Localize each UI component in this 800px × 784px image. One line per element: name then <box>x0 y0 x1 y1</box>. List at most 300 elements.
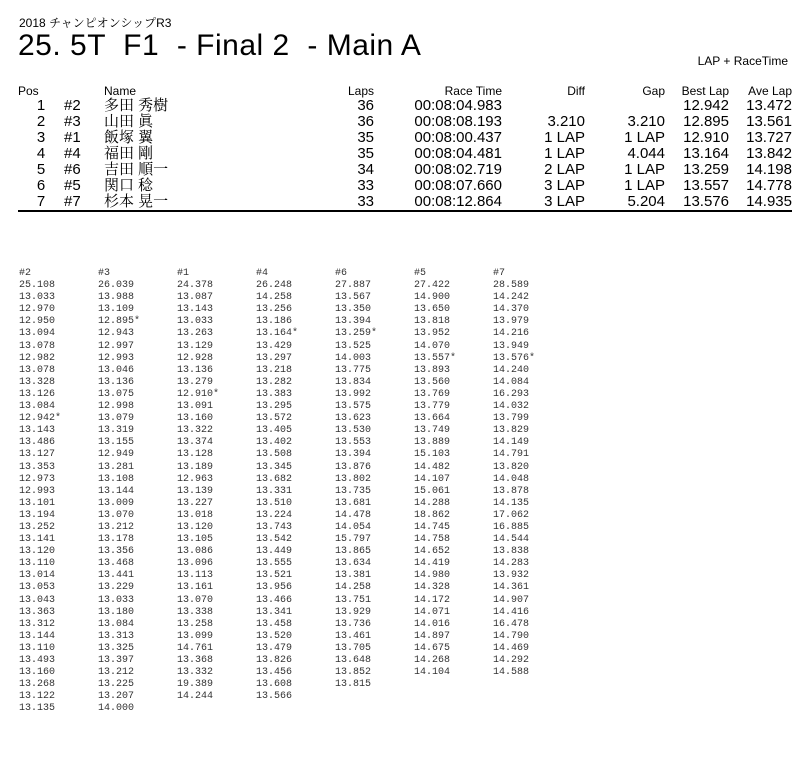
lap-time: 13.014 <box>19 570 56 582</box>
lap-time: 13.258 <box>177 618 214 630</box>
lap-time: 13.282 <box>256 376 293 388</box>
lap-time: 14.054 <box>335 521 372 533</box>
lap-time: 13.374 <box>177 437 214 449</box>
result-diff: 3 LAP <box>544 193 585 210</box>
lap-time: 13.144 <box>19 630 56 642</box>
col-header-name: Name <box>104 84 137 98</box>
result-best-lap: 13.259 <box>683 161 729 178</box>
lap-time: 12.997 <box>98 340 135 352</box>
lap-time: 12.973 <box>19 473 56 485</box>
lap-time: 13.033 <box>177 316 214 328</box>
lap-time: 14.478 <box>335 509 372 521</box>
lap-time: 13.078 <box>19 364 56 376</box>
lap-time: 13.818 <box>414 316 451 328</box>
result-gap: 5.204 <box>627 193 665 210</box>
lap-time: 13.110 <box>19 558 56 570</box>
lap-time: 14.288 <box>414 497 451 509</box>
lap-time: 13.525 <box>335 340 372 352</box>
lap-time: 12.950 <box>19 316 56 328</box>
result-driver-name: 杉本 晃一 <box>104 193 169 210</box>
lap-time: 13.070 <box>98 509 135 521</box>
lap-time: 13.224 <box>256 509 293 521</box>
lap-time: 13.279 <box>177 376 214 388</box>
result-race-time: 00:08:04.481 <box>414 145 502 162</box>
lap-time: 14.000 <box>98 703 135 715</box>
lap-time: 16.293 <box>493 388 530 400</box>
result-row <box>18 146 792 162</box>
lap-time: 14.149 <box>493 437 530 449</box>
lap-time: 13.405 <box>256 425 293 437</box>
result-car-number: #2 <box>64 97 81 114</box>
lap-time: 19.389 <box>177 679 214 691</box>
lap-time: 13.143 <box>19 425 56 437</box>
lap-time: 13.295 <box>256 401 293 413</box>
result-pos: 2 <box>36 113 46 130</box>
lap-time: 14.980 <box>414 570 451 582</box>
lap-time: 16.478 <box>493 618 530 630</box>
lap-time: 14.104 <box>414 667 451 679</box>
lap-time: 13.033 <box>98 594 135 606</box>
lap-time: 13.099 <box>177 630 214 642</box>
lap-time: 13.988 <box>98 292 135 304</box>
lap-time: 14.258 <box>335 582 372 594</box>
result-ave-lap: 13.842 <box>746 145 792 162</box>
lap-time: 13.136 <box>177 364 214 376</box>
lap-time: 14.675 <box>414 642 451 654</box>
result-car-number: #3 <box>64 113 81 130</box>
lap-time: 13.227 <box>177 497 214 509</box>
result-ave-lap: 13.472 <box>746 97 792 114</box>
lap-time: 13.094 <box>19 328 56 340</box>
lap-time: 12.910* <box>177 388 220 400</box>
lap-time: 13.530 <box>335 425 372 437</box>
lap-time: 14.268 <box>414 655 451 666</box>
results-header-row <box>18 82 792 98</box>
lap-time: 13.402 <box>256 437 293 449</box>
lap-time: 13.212 <box>98 667 135 679</box>
lap-time: 13.576* <box>493 352 536 364</box>
lap-time: 25.108 <box>19 280 56 292</box>
lap-time: 14.761 <box>177 642 214 654</box>
lap-time: 13.441 <box>98 570 135 582</box>
lap-time: 14.416 <box>493 606 530 618</box>
lap-time: 14.172 <box>414 594 451 606</box>
lap-time: 13.160 <box>19 667 56 679</box>
result-best-lap: 12.895 <box>683 113 729 130</box>
lap-time: 13.634 <box>335 558 372 570</box>
result-gap: 3.210 <box>627 113 665 130</box>
lap-time: 12.982 <box>19 352 56 364</box>
lap-time: 13.126 <box>19 388 56 400</box>
lap-time: 13.043 <box>19 594 56 606</box>
result-race-time: 00:08:00.437 <box>414 129 502 146</box>
lap-time: 26.039 <box>98 280 135 292</box>
lap-time: 13.705 <box>335 642 372 654</box>
lap-time: 14.900 <box>414 292 451 304</box>
page-title: 25. 5T F1 - Final 2 - Main A <box>18 29 422 62</box>
lap-time: 13.356 <box>98 546 135 558</box>
lap-column <box>493 268 535 679</box>
lap-time: 13.829 <box>493 425 530 437</box>
result-laps: 33 <box>357 193 374 210</box>
lap-column <box>256 268 298 703</box>
result-gap <box>585 98 665 114</box>
lap-time: 13.252 <box>19 521 56 533</box>
result-best-lap: 12.910 <box>683 129 729 146</box>
result-laps: 36 <box>357 113 374 130</box>
lap-time: 13.325 <box>98 642 135 654</box>
lap-time: 13.681 <box>335 497 372 509</box>
lap-column-car-number: #3 <box>98 268 111 279</box>
lap-time: 13.566 <box>256 691 293 703</box>
lap-time: 13.429 <box>256 340 293 352</box>
lap-time: 13.815 <box>335 679 372 691</box>
lap-time: 13.070 <box>177 594 214 606</box>
col-header-ave-lap: Ave Lap <box>748 84 792 98</box>
lap-time: 13.322 <box>177 425 214 437</box>
lap-time: 13.218 <box>256 364 293 376</box>
lap-time: 13.009 <box>98 497 135 509</box>
lap-time: 13.136 <box>98 376 135 388</box>
lap-time: 14.745 <box>414 521 451 533</box>
lap-time: 12.993 <box>19 485 56 497</box>
lap-time: 13.256 <box>256 304 293 316</box>
result-laps: 35 <box>357 145 374 162</box>
lap-time: 13.155 <box>98 437 135 449</box>
result-race-time: 00:08:08.193 <box>414 113 502 130</box>
lap-time: 12.998 <box>98 401 135 413</box>
lap-time: 13.575 <box>335 401 372 413</box>
lap-time: 13.397 <box>98 655 135 666</box>
result-gap: 1 LAP <box>624 177 665 194</box>
lap-time: 13.225 <box>98 679 135 691</box>
lap-time: 13.557* <box>414 352 457 364</box>
lap-time: 13.078 <box>19 340 56 352</box>
result-pos: 5 <box>36 161 46 178</box>
col-header-pos: Pos <box>18 84 39 98</box>
lap-time: 13.189 <box>177 461 214 473</box>
lap-time: 14.240 <box>493 364 530 376</box>
lap-time: 13.749 <box>414 425 451 437</box>
lap-time: 13.553 <box>335 437 372 449</box>
result-pos: 4 <box>36 145 46 162</box>
lap-time: 14.084 <box>493 376 530 388</box>
lap-time: 13.350 <box>335 304 372 316</box>
lap-time: 13.143 <box>177 304 214 316</box>
lap-time: 13.141 <box>19 534 56 546</box>
lap-time: 13.180 <box>98 606 135 618</box>
lap-time: 26.248 <box>256 280 293 292</box>
report-type-label: LAP + RaceTime <box>697 54 788 68</box>
lap-column-car-number: #2 <box>19 268 32 279</box>
result-row <box>18 98 792 114</box>
lap-time: 13.775 <box>335 364 372 376</box>
result-driver-name: 福田 剛 <box>104 145 154 162</box>
result-car-number: #6 <box>64 161 81 178</box>
lap-time: 13.992 <box>335 388 372 400</box>
lap-time: 13.878 <box>493 485 530 497</box>
lap-time: 13.338 <box>177 606 214 618</box>
lap-time: 13.312 <box>19 618 56 630</box>
lap-time: 13.341 <box>256 606 293 618</box>
lap-time: 13.297 <box>256 352 293 364</box>
lap-time: 15.061 <box>414 485 451 497</box>
lap-time: 13.135 <box>19 703 56 715</box>
lap-time: 15.797 <box>335 534 372 546</box>
lap-time: 13.259* <box>335 328 378 340</box>
result-diff: 2 LAP <box>544 161 585 178</box>
lap-time: 13.889 <box>414 437 451 449</box>
lap-time: 14.419 <box>414 558 451 570</box>
series-title: 2018 チャンピオンシップR3 <box>19 16 172 30</box>
result-laps: 36 <box>357 97 374 114</box>
lap-time: 13.952 <box>414 328 451 340</box>
lap-time: 17.062 <box>493 509 530 521</box>
lap-time: 13.456 <box>256 667 293 679</box>
lap-time: 13.105 <box>177 534 214 546</box>
lap-column-car-number: #4 <box>256 268 269 279</box>
result-row <box>18 178 792 194</box>
lap-time: 13.648 <box>335 655 372 666</box>
lap-time: 13.736 <box>335 618 372 630</box>
results-table <box>18 82 792 212</box>
lap-time: 13.110 <box>19 642 56 654</box>
result-row <box>18 130 792 146</box>
lap-time: 13.263 <box>177 328 214 340</box>
lap-column <box>98 268 140 715</box>
lap-time: 13.229 <box>98 582 135 594</box>
col-header-race-time: Race Time <box>444 84 502 98</box>
lap-time: 13.486 <box>19 437 56 449</box>
lap-time: 13.086 <box>177 546 214 558</box>
result-driver-name: 吉田 順一 <box>104 161 169 178</box>
result-diff <box>502 98 585 114</box>
lap-time: 12.943 <box>98 328 135 340</box>
lap-time: 14.907 <box>493 594 530 606</box>
lap-time: 13.268 <box>19 679 56 691</box>
result-driver-name: 関口 稔 <box>104 177 154 194</box>
lap-time: 12.895* <box>98 316 141 328</box>
col-header-diff: Diff <box>567 84 585 98</box>
lap-time: 13.508 <box>256 449 293 461</box>
lap-time: 13.751 <box>335 594 372 606</box>
result-ave-lap: 14.935 <box>746 193 792 210</box>
lap-time: 13.608 <box>256 679 293 691</box>
lap-time: 12.963 <box>177 473 214 485</box>
lap-time: 13.466 <box>256 594 293 606</box>
result-race-time: 00:08:02.719 <box>414 161 502 178</box>
lap-time: 13.160 <box>177 413 214 425</box>
lap-column-car-number: #1 <box>177 268 190 279</box>
lap-time: 13.328 <box>19 376 56 388</box>
col-header-number <box>64 82 104 98</box>
lap-time: 13.949 <box>493 340 530 352</box>
lap-time: 14.258 <box>256 292 293 304</box>
lap-time: 13.122 <box>19 691 56 703</box>
lap-time: 13.127 <box>19 449 56 461</box>
lap-time: 14.469 <box>493 642 530 654</box>
col-header-best-lap: Best Lap <box>681 84 729 98</box>
lap-time: 13.084 <box>19 401 56 413</box>
lap-time: 14.070 <box>414 340 451 352</box>
lap-time: 14.016 <box>414 618 451 630</box>
lap-time: 16.885 <box>493 521 530 533</box>
lap-time: 13.394 <box>335 316 372 328</box>
lap-time: 14.652 <box>414 546 451 558</box>
lap-time: 14.482 <box>414 461 451 473</box>
lap-time: 14.758 <box>414 534 451 546</box>
lap-time: 13.319 <box>98 425 135 437</box>
lap-time: 14.361 <box>493 582 530 594</box>
lap-time: 12.993 <box>98 352 135 364</box>
result-pos: 7 <box>36 193 46 210</box>
lap-time: 13.838 <box>493 546 530 558</box>
lap-time: 13.979 <box>493 316 530 328</box>
result-pos: 3 <box>36 129 46 146</box>
lap-time: 13.186 <box>256 316 293 328</box>
lap-time: 13.033 <box>19 292 56 304</box>
lap-time: 13.331 <box>256 485 293 497</box>
lap-time: 13.212 <box>98 521 135 533</box>
lap-time: 15.103 <box>414 449 451 461</box>
lap-time: 13.865 <box>335 546 372 558</box>
lap-time: 14.071 <box>414 606 451 618</box>
lap-time: 13.560 <box>414 376 451 388</box>
result-laps: 33 <box>357 177 374 194</box>
lap-time: 13.353 <box>19 461 56 473</box>
result-pos: 1 <box>36 97 46 114</box>
lap-time: 14.791 <box>493 449 530 461</box>
lap-time: 13.834 <box>335 376 372 388</box>
result-row <box>18 162 792 178</box>
lap-time: 13.096 <box>177 558 214 570</box>
result-laps: 35 <box>357 129 374 146</box>
lap-time: 14.032 <box>493 401 530 413</box>
result-diff: 1 LAP <box>544 129 585 146</box>
result-best-lap: 13.557 <box>683 177 729 194</box>
lap-time: 13.521 <box>256 570 293 582</box>
lap-time: 13.194 <box>19 509 56 521</box>
lap-time: 14.328 <box>414 582 451 594</box>
lap-time: 13.178 <box>98 534 135 546</box>
result-diff: 3 LAP <box>544 177 585 194</box>
lap-time: 13.207 <box>98 691 135 703</box>
lap-time: 12.949 <box>98 449 135 461</box>
lap-time: 13.567 <box>335 292 372 304</box>
lap-time: 13.664 <box>414 413 451 425</box>
lap-time: 13.493 <box>19 655 56 666</box>
lap-time: 13.332 <box>177 667 214 679</box>
lap-time: 13.779 <box>414 401 451 413</box>
lap-time: 13.520 <box>256 630 293 642</box>
lap-time: 13.769 <box>414 388 451 400</box>
result-race-time: 00:08:04.983 <box>414 97 502 114</box>
lap-time: 13.381 <box>335 570 372 582</box>
result-gap: 4.044 <box>627 145 665 162</box>
lap-time: 13.363 <box>19 606 56 618</box>
lap-time: 13.161 <box>177 582 214 594</box>
result-diff: 3.210 <box>547 113 585 130</box>
lap-time: 13.623 <box>335 413 372 425</box>
lap-time: 13.743 <box>256 521 293 533</box>
lap-time: 14.897 <box>414 630 451 642</box>
lap-time: 13.144 <box>98 485 135 497</box>
lap-time: 13.087 <box>177 292 214 304</box>
result-pos: 6 <box>36 177 46 194</box>
lap-time: 13.120 <box>19 546 56 558</box>
lap-column-car-number: #6 <box>335 268 348 279</box>
lap-time: 13.458 <box>256 618 293 630</box>
lap-column-car-number: #5 <box>414 268 427 279</box>
lap-time: 13.852 <box>335 667 372 679</box>
lap-time: 12.928 <box>177 352 214 364</box>
lap-time: 14.292 <box>493 655 530 666</box>
lap-time: 14.283 <box>493 558 530 570</box>
lap-time: 13.139 <box>177 485 214 497</box>
lap-column <box>19 268 61 715</box>
lap-time: 13.079 <box>98 413 135 425</box>
lap-time: 13.128 <box>177 449 214 461</box>
lap-time: 13.113 <box>177 570 214 582</box>
result-best-lap: 13.164 <box>683 145 729 162</box>
lap-time: 14.135 <box>493 497 530 509</box>
lap-time: 14.370 <box>493 304 530 316</box>
lap-time: 14.048 <box>493 473 530 485</box>
lap-time: 13.383 <box>256 388 293 400</box>
result-car-number: #5 <box>64 177 81 194</box>
result-best-lap: 12.942 <box>683 97 729 114</box>
result-diff: 1 LAP <box>544 145 585 162</box>
result-car-number: #1 <box>64 129 81 146</box>
col-header-gap: Gap <box>642 84 665 98</box>
lap-time: 13.046 <box>98 364 135 376</box>
lap-time: 13.345 <box>256 461 293 473</box>
lap-time: 13.449 <box>256 546 293 558</box>
lap-column-car-number: #7 <box>493 268 506 279</box>
lap-time: 27.887 <box>335 280 372 292</box>
lap-time: 13.932 <box>493 570 530 582</box>
col-header-laps: Laps <box>347 84 374 98</box>
lap-time: 13.510 <box>256 497 293 509</box>
lap-time: 18.862 <box>414 509 451 521</box>
lap-time: 14.003 <box>335 352 372 364</box>
lap-time: 13.053 <box>19 582 56 594</box>
lap-time: 14.588 <box>493 667 530 679</box>
lap-time: 13.394 <box>335 449 372 461</box>
lap-time: 14.242 <box>493 292 530 304</box>
lap-time: 13.555 <box>256 558 293 570</box>
lap-time: 28.589 <box>493 280 530 292</box>
result-gap: 1 LAP <box>624 129 665 146</box>
result-driver-name: 飯塚 翼 <box>104 129 154 146</box>
lap-time: 13.929 <box>335 606 372 618</box>
result-best-lap: 13.576 <box>683 193 729 210</box>
lap-time: 27.422 <box>414 280 451 292</box>
lap-time: 13.799 <box>493 413 530 425</box>
lap-time: 13.956 <box>256 582 293 594</box>
lap-time: 13.876 <box>335 461 372 473</box>
lap-time: 13.479 <box>256 642 293 654</box>
result-driver-name: 山田 眞 <box>104 113 154 130</box>
lap-time: 14.216 <box>493 328 530 340</box>
lap-time: 13.802 <box>335 473 372 485</box>
result-ave-lap: 13.727 <box>746 129 792 146</box>
lap-time: 13.650 <box>414 304 451 316</box>
lap-column <box>335 268 377 691</box>
result-car-number: #7 <box>64 193 81 210</box>
lap-time: 13.368 <box>177 655 214 666</box>
lap-time: 13.129 <box>177 340 214 352</box>
